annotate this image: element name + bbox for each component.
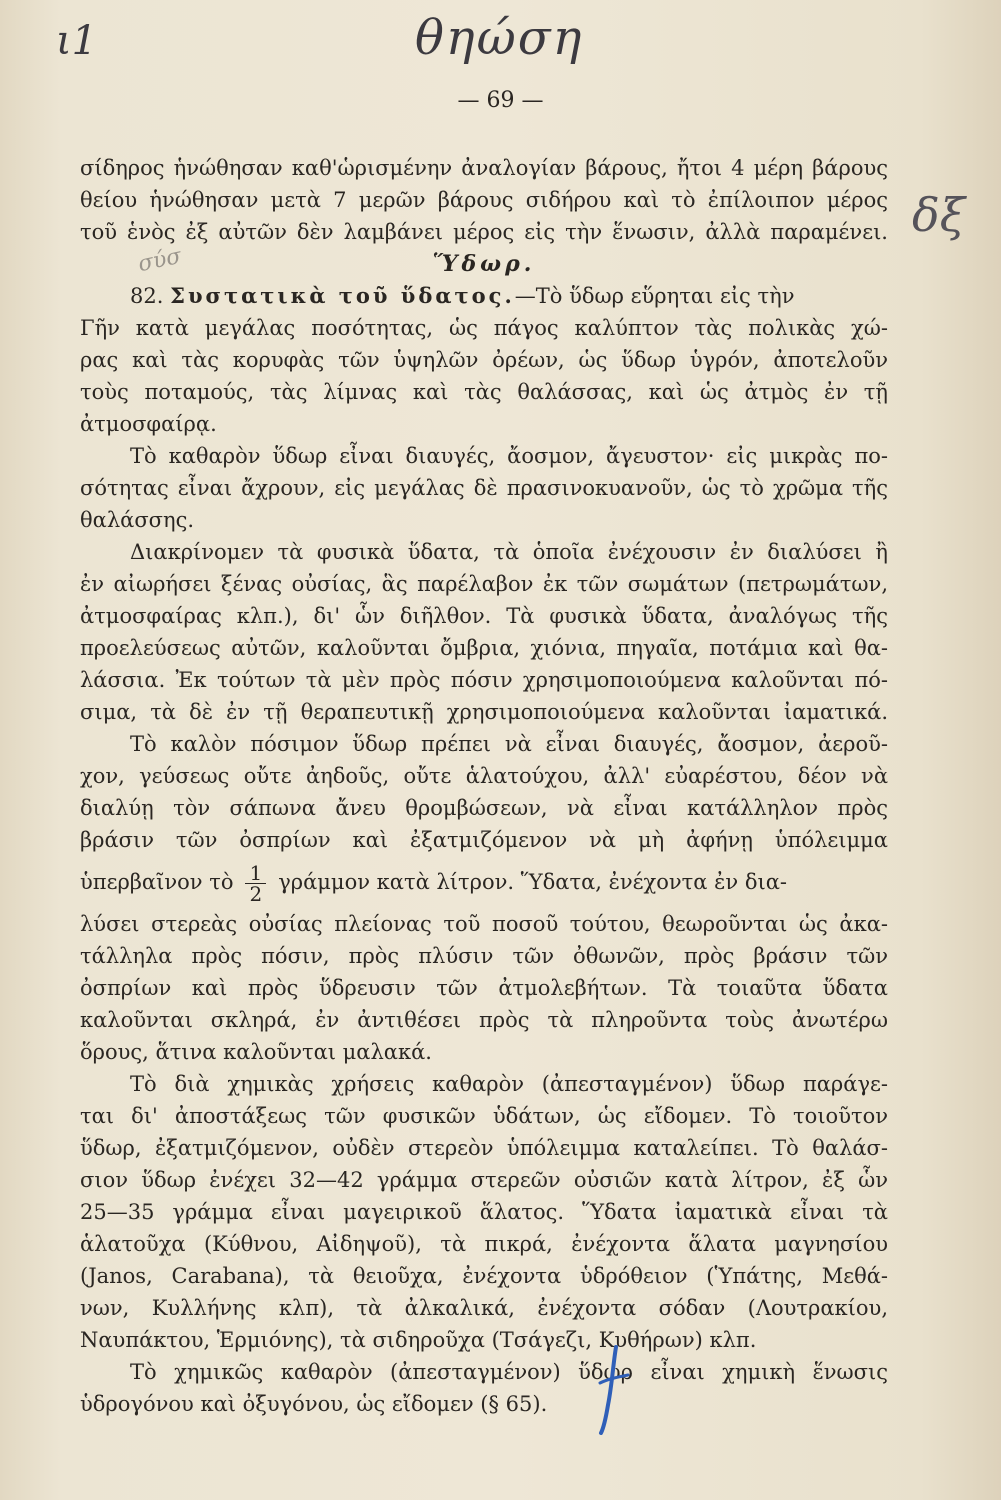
fraction — [245, 863, 266, 904]
text-line: σιον ὕδωρ ἐνέχει 32—42 γράμμα στερεῶν οὐσιῶν κατὰ λίτρον, ἐξ ὧν — [80, 1168, 888, 1192]
text-line: ται δι' ἀποστάξεως τῶν φυσικῶν ὑδάτων, ὡς εἴδομεν. Τὸ τοιοῦτον — [80, 1104, 888, 1128]
text-segment: γράμμον κατὰ λίτρον. Ὕδατα, ἐνέχοντα ἐν δια- — [278, 870, 787, 894]
text-line: θαλάσσης. — [80, 508, 195, 532]
section-82-line — [80, 280, 888, 312]
text-line: Τὸ διὰ χημικὰς χρήσεις καθαρὸν (ἀπεσταγμένον) ὕδωρ παράγε- — [130, 1072, 888, 1096]
text-line: Διακρίνομεν τὰ φυσικὰ ὕδατα, τὰ ὁποῖα ἐνέχουσιν ἐν διαλύσει ἢ — [130, 540, 888, 564]
section-heading: Ὕδωρ. — [432, 251, 536, 277]
text-line: τάλληλα πρὸς πόσιν, πρὸς πλύσιν τῶν ὀθωνῶν, πρὸς βράσιν τῶν — [80, 944, 888, 968]
text-line: ρας καὶ τὰς κορυφὰς τῶν ὑψηλῶν ὀρέων, ὡς ὕδωρ ὑγρόν, ἀποτελοῦν — [80, 348, 888, 372]
section-title: Συστατικὰ τοῦ ὕδατος. — [170, 283, 515, 308]
text-line: τοὺς ποταμούς, τὰς λίμνας καὶ τὰς θαλάσσας, καὶ ὡς ἀτμὸς ἐν τῇ — [80, 380, 888, 404]
handwritten-annotation-top-left: ι1 — [56, 18, 98, 64]
text-line: Γῆν κατὰ μεγάλας ποσότητας, ὡς πάγος καλύπτον τὰς πολικὰς χώ- — [80, 316, 888, 340]
text-line: ἀτμοσφαίρᾳ. — [80, 412, 217, 436]
text-line: σότητας εἶναι ἄχρουν, εἰς μεγάλας δὲ πρασινοκυανοῦν, ὡς τὸ χρῶμα τῆς — [80, 476, 888, 500]
text-line: θείου ἡνώθησαν μετὰ 7 μερῶν βάρους σιδήρου καὶ τὸ ἐπίλοιπον μέρος — [80, 188, 888, 212]
fraction-numerator: 1 — [245, 863, 266, 884]
text-line: 25—35 γράμμα εἶναι μαγειρικοῦ ἅλατος. Ὕδατα ἰαματικὰ εἶναι τὰ — [80, 1200, 888, 1224]
text-line: ὑδρογόνου καὶ ὀξυγόνου, ὡς εἴδομεν (§ 65). — [80, 1392, 548, 1416]
text-line: Ναυπάκτου, Ἑρμιόνης), τὰ σιδηροῦχα (Τσάγεζι, Κυθήρων) κλπ. — [80, 1328, 757, 1352]
text-line: διαλύῃ τὸν σάπωνα ἄνευ θρομβώσεων, νὰ εἶναι κατάλληλον πρὸς — [80, 796, 888, 820]
text-line: ὅρους, ἅτινα καλοῦνται μαλακά. — [80, 1040, 432, 1064]
text-line: ἀτμοσφαίρας κλπ.), δι' ὧν διῆλθον. Τὰ φυσικὰ ὕδατα, ἀναλόγως τῆς — [80, 604, 888, 628]
text-line: Τὸ καλὸν πόσιμον ὕδωρ πρέπει νὰ εἶναι διαυγές, ἄοσμον, ἀεροῦ- — [130, 732, 888, 756]
text-line: σιμα, τὰ δὲ ἐν τῇ θεραπευτικῇ χρησιμοποιούμενα καλοῦνται ἰαματικά. — [80, 700, 888, 724]
handwritten-annotation-top: θηώση — [415, 10, 584, 66]
pencil-annotation: σύσ — [135, 243, 184, 278]
text-line: βράσιν τῶν ὀσπρίων καὶ ἐξατμιζόμενον νὰ μὴ ἀφήνῃ ὑπόλειμμα — [80, 828, 888, 852]
fraction-denominator: 2 — [249, 882, 263, 906]
text-line: χον, γεύσεως οὔτε ἀηδοῦς, οὔτε ἁλατούχου, ἀλλ' εὐαρέστου, δέον νὰ — [80, 764, 888, 788]
text-line: ἐν αἰωρήσει ξένας οὐσίας, ἃς παρέλαβον ἐκ τῶν σωμάτων (πετρωμάτων, — [80, 572, 888, 596]
blue-ink-mark — [596, 1345, 630, 1435]
handwritten-annotation-right-margin: δξ — [912, 188, 966, 242]
text-line: ὀσπρίων καὶ πρὸς ὕδρευσιν τῶν ἀτμολεβήτων. Τὰ τοιαῦτα ὕδατα — [80, 976, 888, 1000]
text-line: ὕδωρ, ἐξατμιζόμενον, οὐδὲν στερεὸν ὑπόλειμμα καταλείπει. Τὸ θαλάσ- — [80, 1136, 888, 1160]
text-line: ἁλατοῦχα (Κύθνου, Αἰδηψοῦ), τὰ πικρά, ἐνέχοντα ἅλατα μαγνησίου — [80, 1232, 888, 1256]
section-number: 82. — [130, 284, 164, 308]
page-number: — 69 — — [457, 88, 544, 113]
text-line: (Janos, Carabana), τὰ θειοῦχα, ἐνέχοντα ὑδρόθειον (Ὑπάτης, Μεθά- — [80, 1264, 888, 1288]
text-line: καλοῦνται σκληρά, ἐν ἀντιθέσει πρὸς τὰ πληροῦντα τοὺς ἀνωτέρω — [80, 1008, 888, 1032]
text-segment: ὑπερβαῖνον τὸ — [80, 870, 234, 894]
text-line: λύσει στερεὰς οὐσίας πλείονας τοῦ ποσοῦ τούτου, θεωροῦνται ὡς ἀκα- — [80, 912, 888, 936]
body-text — [80, 152, 888, 1420]
fraction-line — [80, 856, 888, 908]
section-text: —Τὸ ὕδωρ εὕρηται εἰς τὴν — [514, 284, 795, 308]
text-line: Τὸ χημικῶς καθαρὸν (ἀπεσταγμένον) ὕδωρ εἶναι χημικὴ ἕνωσις — [130, 1360, 888, 1384]
text-line: Τὸ καθαρὸν ὕδωρ εἶναι διαυγές, ἄοσμον, ἄγευστον· εἰς μικρὰς πο- — [130, 444, 888, 468]
text-line: νων, Κυλλήνης κλπ), τὰ ἀλκαλικά, ἐνέχοντα σόδαν (Λουτρακίου, — [80, 1296, 888, 1320]
text-line: τοῦ ἑνὸς ἐξ αὐτῶν δὲν λαμβάνει μέρος εἰς τὴν ἕνωσιν, ἀλλὰ παραμένει. — [80, 220, 888, 244]
text-line: λάσσια. Ἐκ τούτων τὰ μὲν πρὸς πόσιν χρησιμοποιούμενα καλοῦνται πό- — [80, 668, 888, 692]
text-line: προελεύσεως αὐτῶν, καλοῦνται ὄμβρια, χιόνια, πηγαῖα, ποτάμια καὶ θα- — [80, 636, 888, 660]
text-line: σίδηρος ἡνώθησαν καθ'ὡρισμένην ἀναλογίαν βάρους, ἤτοι 4 μέρη βάρους — [80, 156, 888, 180]
